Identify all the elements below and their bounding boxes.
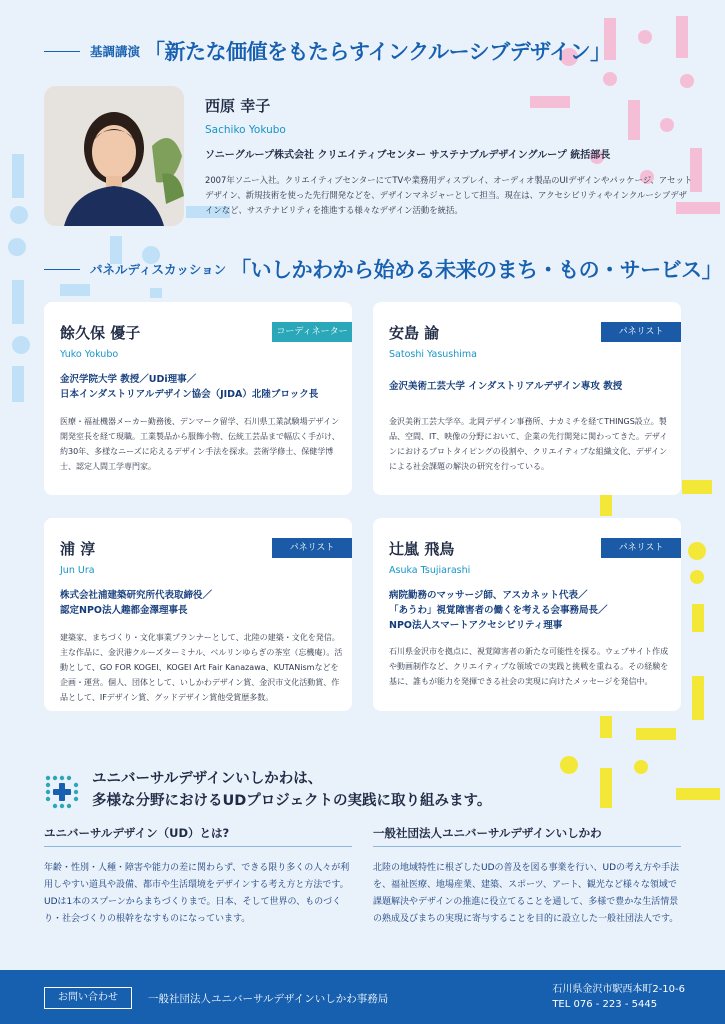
footer-address-block [552, 982, 685, 1012]
panelist-card [44, 518, 352, 711]
dotted-grid-ud-icon [42, 772, 82, 812]
heading-dash [44, 269, 80, 270]
contact-button[interactable]: お問い合わせ [44, 987, 132, 1009]
role-badge: パネリスト [272, 538, 352, 558]
panelist-bio: 医療・福祉機器メーカー勤務後、デンマーク留学、石川県工業試験場デザイン開発室長を経て現職。工業製品から服飾小物、伝統工芸品まで幅広く手がけ、約30年、多様なニーズに応えるデザイン手法を探求。芸術学修士、保健学博士、認定人間工学専門家。 [60, 417, 340, 471]
ud-lead-line: ユニバーサルデザインいしかわは、 [92, 771, 323, 787]
panelist-affiliation [60, 372, 340, 402]
panelist-card [44, 302, 352, 495]
panelist-romaji: Yuko Yokubo [60, 349, 119, 360]
speaker-photo [44, 86, 184, 226]
affiliation-line: 日本インダストリアルデザイン協会（JIDA）北陸ブロック長 [60, 389, 319, 400]
keynote-speaker-name: 西原 幸子 [205, 97, 271, 115]
panelist-affiliation [389, 379, 669, 394]
keynote-title: 「新たな価値をもたらすインクルーシブデザイン」 [144, 40, 611, 64]
ud-definition-heading: ユニバーサルデザイン（UD）とは? [44, 826, 230, 840]
affiliation-line: 株式会社浦建築研究所代表取締役／ [60, 590, 213, 601]
ud-lead-line: 多様な分野におけるUDプロジェクトの実践に取り組みます。 [92, 793, 492, 809]
keynote-speaker-romaji: Sachiko Yokubo [205, 124, 286, 136]
heading-dash [44, 51, 80, 52]
affiliation-line: 「あうわ」視覚障害者の働くを考える会事務局長／ [389, 605, 608, 616]
keynote-label: 基調講演 [90, 44, 141, 59]
affiliation-line: 病院勤務のマッサージ師、アスカネット代表／ [389, 590, 588, 601]
role-badge: コーディネーター [272, 322, 352, 342]
organization-text: 北陸の地域特性に根ざしたUDの普及を図る事業を行い、UDの考え方や手法を、福祉医療、地場産業、建築、スポーツ、アート、観光など様々な領域で課題解決やデザインの推進に役立てることを通して、多様で豊かな生活情景の熟成及びまちの実現に寄与することを目的に設立した一般社団法人です。 [373, 863, 680, 924]
panelist-romaji: Asuka Tsujiarashi [389, 565, 471, 576]
panel-title: 「いしかわから始める未来のまち・もの・サービス」 [230, 258, 723, 282]
keynote-heading [44, 36, 611, 66]
panelist-affiliation [60, 588, 340, 618]
role-badge: パネリスト [601, 322, 681, 342]
ud-lead-text [92, 768, 491, 812]
divider [44, 846, 352, 847]
role-badge: パネリスト [601, 538, 681, 558]
affiliation-line: NPO法人スマートアクセシビリティ理事 [389, 620, 563, 631]
panelist-card [373, 518, 681, 711]
keynote-speaker-affiliation: ソニーグループ株式会社 クリエイティブセンター サステナブルデザイングループ 統括部長 [205, 150, 611, 161]
footer-address: 石川県金沢市駅西本町2-10-6 [552, 984, 685, 995]
panelist-name: 浦 淳 [60, 540, 96, 558]
affiliation-line: 金沢学院大学 教授／UDi理事／ [60, 374, 197, 385]
ud-definition-text: 年齢・性別・人種・障害や能力の差に関わらず、できる限り多くの人々が利用しやすい道具や設備、都市や生活環境をデザインする考え方と方法です。UDは1本のスプーンからまちづくりまで。日本、そして世界の、ものづくり・社会づくりの根幹をなすものになっています。 [44, 863, 350, 924]
panel-heading [44, 254, 722, 284]
panelist-romaji: Satoshi Yasushima [389, 349, 477, 360]
panelist-romaji: Jun Ura [60, 565, 95, 576]
footer-organization: 一般社団法人ユニバーサルデザインいしかわ事務局 [148, 993, 389, 1005]
panelist-name: 安島 諭 [389, 324, 440, 342]
panelist-name: 辻嵐 飛鳥 [389, 540, 455, 558]
panel-label: パネルディスカッション [90, 262, 227, 277]
affiliation-line: 認定NPO法人趣都金澤理事長 [60, 605, 188, 616]
panelist-card [373, 302, 681, 495]
organization-heading: 一般社団法人ユニバーサルデザインいしかわ [373, 826, 602, 840]
footer-tel: TEL 076 - 223 - 5445 [552, 999, 658, 1010]
panelist-bio: 石川県金沢市を拠点に、視覚障害者の新たな可能性を探る。ウェブサイト作成や動画制作など、クリエイティブな領域での実践と挑戦を重ねる。その経験を基に、誰もが能力を発揮できる社会の実現に向けたメッセージを発信中。 [389, 647, 669, 686]
footer [0, 970, 725, 1024]
affiliation-line: 金沢美術工芸大学 インダストリアルデザイン専攻 教授 [389, 381, 623, 392]
panelist-bio: 金沢美術工芸大学卒。北岡デザイン事務所、ナカミチを経てTHINGS設立。製品、空間、IT、映像の分野において、企業の先行開発に関わってきた。デザインにおけるプロトタイピングの役割や、クリエイティブな組織文化、デザインによる社会課題の解決の研究を行っている。 [389, 417, 668, 471]
panelist-bio: 建築家、まちづくり・文化事業プランナーとして、北陸の建築・文化を発信。主な作品に、金沢港クルーズターミナル、ベルリンゆらぎの茶室（忘機庵）。活動として、GO FOR KOGEI、KOGEI Art Fair Kanazawa、KUTANismなどを企画・運営。個人、団体として、いしかわデザイン賞、金沢市文化活動賞、作品として、IFデザイン賞、グッドデザイン賞他受賞歴多数。 [60, 633, 343, 702]
panelist-name: 餘久保 優子 [60, 324, 141, 342]
keynote-speaker-bio: 2007年ソニー入社。クリエイティブセンターにてTVや業務用ディスプレイ、オーディオ製品のUIデザインやパッケージ、アセットデザイン、新規技術を使った先行開発などを、デザインマネジャーとして担当。現在は、アクセシビリティやインクルーシブデザインなど、サステナビリティを推進する様々なデザイン活動を統括。 [205, 175, 693, 215]
divider [373, 846, 681, 847]
panelist-affiliation [389, 588, 669, 633]
